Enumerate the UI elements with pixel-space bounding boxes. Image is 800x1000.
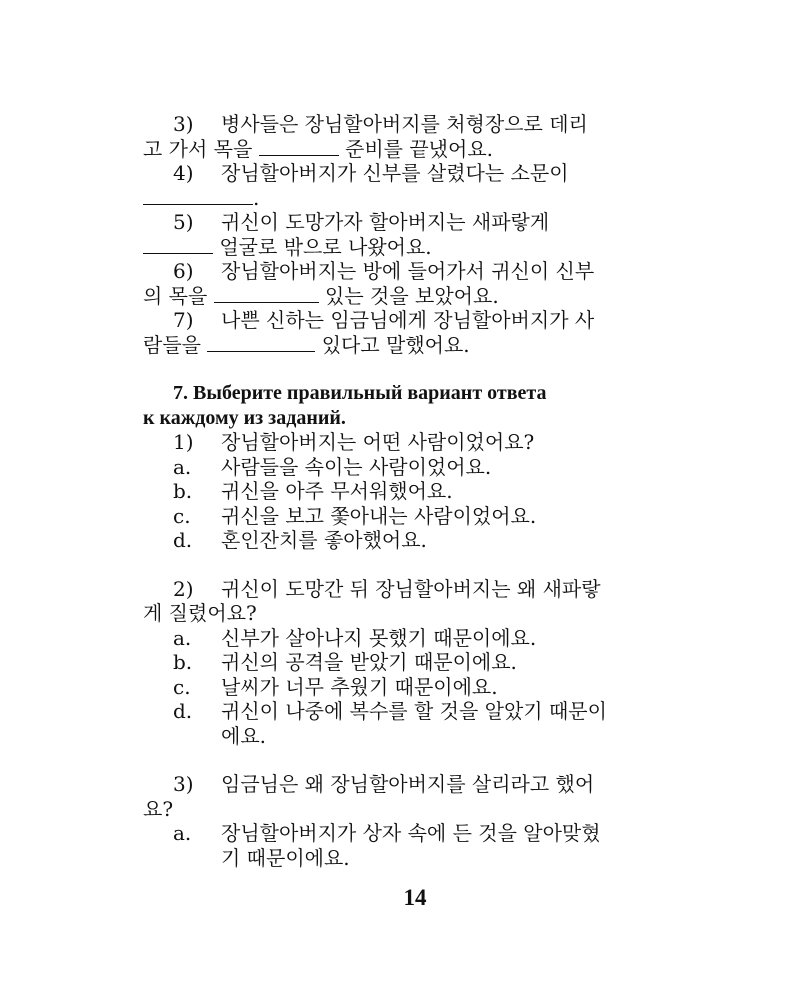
- item-text: .: [253, 185, 260, 210]
- exercise-7-title-cont: к каждому из заданий.: [143, 406, 346, 429]
- option-row[interactable]: [143, 675, 720, 700]
- fill-item-4-line1: [143, 161, 720, 186]
- item-text: 귀신이 도망가자 할아버지는 새파랗게: [221, 210, 550, 234]
- option-text: 귀신이 나중에 복수를 할 것을 알았기 때문이: [221, 699, 607, 723]
- question-text: 귀신이 도망간 뒤 장님할아버지는 왜 새파랗: [221, 576, 601, 601]
- question-3: [143, 772, 720, 797]
- fill-item-5-line1: [143, 210, 720, 235]
- option-row[interactable]: [143, 528, 720, 553]
- question-3-cont: 요?: [143, 796, 174, 821]
- fill-item-6-line2: [143, 284, 720, 309]
- fill-item-3-line2: [143, 137, 720, 162]
- question-1: [143, 430, 720, 455]
- option-letter: d.: [173, 528, 193, 552]
- item-text: 준비를 끝냈어요.: [345, 136, 494, 161]
- option-text: 장님할아버지가 상자 속에 든 것을 알아맞혔: [221, 821, 601, 845]
- answer-blank[interactable]: [207, 333, 315, 352]
- option-letter: c.: [173, 674, 191, 699]
- option-letter: a.: [173, 821, 192, 845]
- option-text: 귀신을 보고 쫓아내는 사람이었어요.: [221, 503, 537, 528]
- item-number: 3): [173, 112, 194, 136]
- question-text: 장님할아버지는 어떤 사람이었어요?: [221, 430, 535, 454]
- spacer: [143, 357, 720, 381]
- option-row[interactable]: [143, 455, 720, 480]
- question-number: 2): [173, 576, 194, 601]
- fill-item-5-line2: [143, 235, 720, 260]
- item-text: 병사들은 장님할아버지를 처형장으로 데리: [221, 112, 588, 136]
- option-row[interactable]: [143, 699, 720, 724]
- option-text: 날씨가 너무 추웠기 때문이에요.: [221, 674, 498, 699]
- option-row[interactable]: [143, 479, 720, 504]
- option-row[interactable]: [143, 626, 720, 651]
- question-number: 1): [173, 430, 194, 454]
- page-number: 14: [403, 885, 427, 910]
- option-row[interactable]: [143, 504, 720, 529]
- option-text: 귀신을 아주 무서워했어요.: [221, 479, 453, 503]
- question-2-cont: 게 질렸어요?: [143, 601, 257, 625]
- option-letter: c.: [173, 503, 191, 528]
- option-letter: a.: [173, 454, 192, 479]
- option-text-cont: 에요.: [221, 723, 266, 748]
- exercise-7-title: 7. Выберите правильный вариант ответа: [173, 382, 547, 404]
- fill-item-7-line1: [143, 308, 720, 333]
- fill-item-7-line2: [143, 333, 720, 358]
- spacer: [143, 748, 720, 772]
- item-text: 의 목을: [143, 283, 208, 308]
- page-content: [143, 112, 720, 870]
- item-number: 7): [173, 308, 194, 332]
- option-text-cont: 기 때문이에요.: [221, 845, 350, 870]
- answer-blank[interactable]: [214, 284, 319, 303]
- fill-item-6-line1: [143, 259, 720, 284]
- option-letter: d.: [173, 699, 193, 723]
- answer-blank[interactable]: [143, 235, 213, 254]
- item-text: 장님할아버지가 신부를 살렸다는 소문이: [221, 161, 569, 185]
- option-letter: a.: [173, 625, 192, 650]
- fill-item-4-line2: [143, 186, 720, 211]
- item-text: 람들을: [143, 332, 201, 357]
- spacer: [143, 553, 720, 577]
- option-row[interactable]: [143, 650, 720, 675]
- answer-blank[interactable]: [259, 137, 339, 156]
- item-text: 얼굴로 밖으로 나왔어요.: [219, 234, 432, 259]
- question-number: 3): [173, 772, 194, 796]
- option-letter: b.: [173, 479, 193, 503]
- item-text: 나쁜 신하는 임금님에게 장님할아버지가 사: [221, 308, 595, 332]
- item-number: 4): [173, 161, 194, 185]
- item-text: 장님할아버지는 방에 들어가서 귀신이 신부: [221, 259, 595, 283]
- option-row[interactable]: [143, 821, 720, 846]
- item-text: 있다고 말했어요.: [321, 332, 470, 357]
- answer-blank[interactable]: [143, 186, 253, 205]
- option-letter: b.: [173, 650, 193, 674]
- item-number: 6): [173, 259, 194, 283]
- fill-item-3-line1: [143, 112, 720, 137]
- item-number: 5): [173, 210, 194, 234]
- question-text: 임금님은 왜 장님할아버지를 살리라고 했어: [221, 772, 595, 796]
- option-text: 사람들을 속이는 사람이었어요.: [221, 454, 492, 479]
- option-text: 귀신의 공격을 받았기 때문이에요.: [221, 650, 517, 674]
- option-text: 혼인잔치를 좋아했어요.: [221, 528, 427, 552]
- item-text: 고 가서 목을: [143, 136, 253, 161]
- item-text: 있는 것을 보았어요.: [325, 283, 499, 308]
- question-2: [143, 577, 720, 602]
- option-text: 신부가 살아나지 못했기 때문이에요.: [221, 625, 537, 650]
